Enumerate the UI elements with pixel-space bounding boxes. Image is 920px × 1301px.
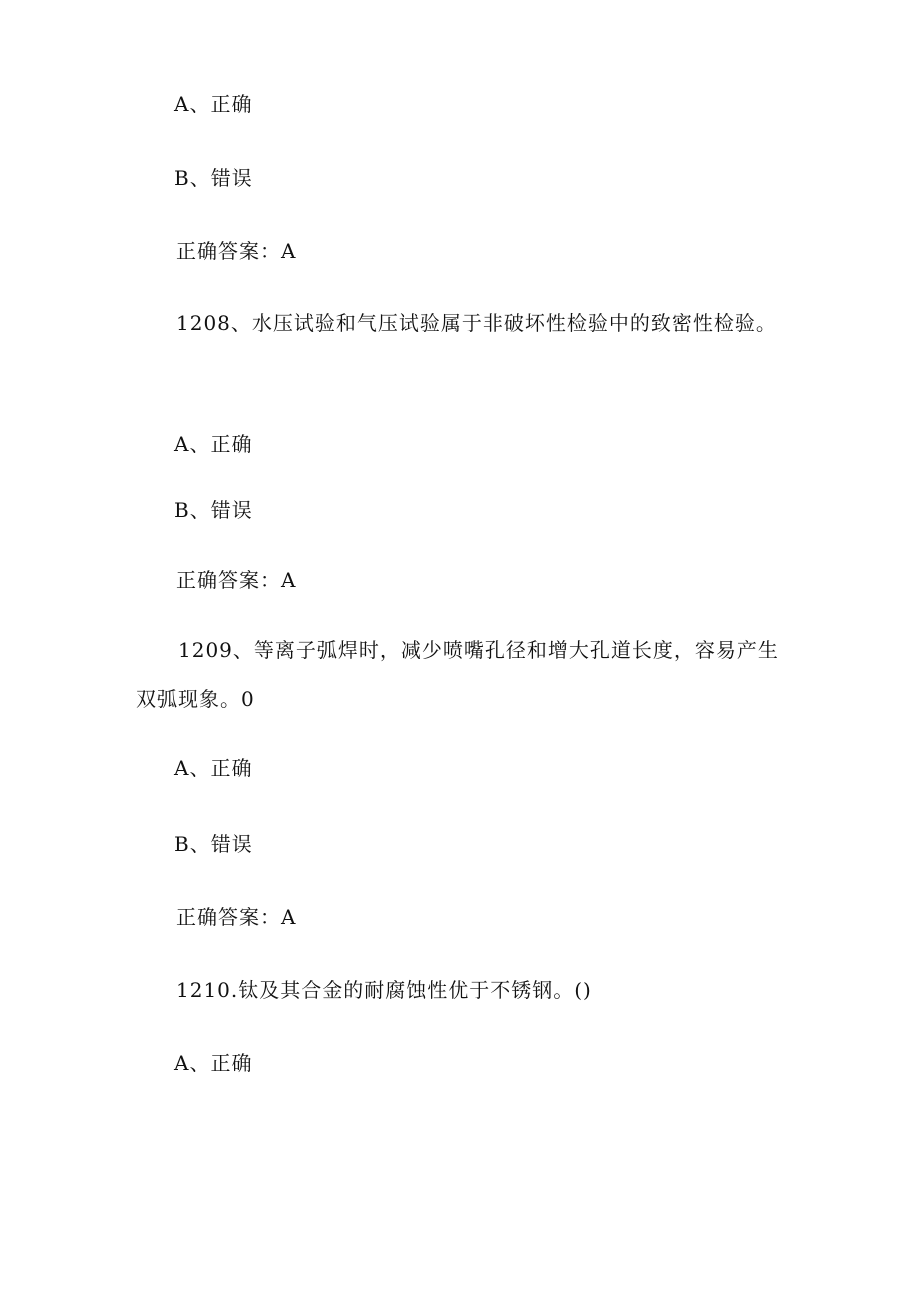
option-a: A、正确 <box>174 92 253 116</box>
option-a: A、正确 <box>174 1051 253 1075</box>
question-1209-line-2: 双弧现象。0 <box>136 687 255 711</box>
question-1208: 1208、水压试验和气压试验属于非破坏性检验中的致密性检验。 <box>176 311 777 335</box>
option-a: A、正确 <box>174 756 253 780</box>
option-b: B、错误 <box>174 832 253 856</box>
correct-answer: 正确答案：A <box>176 905 297 929</box>
option-a: A、正确 <box>174 432 253 456</box>
question-1210: 1210.钛及其合金的耐腐蚀性优于不锈钢。() <box>176 978 592 1002</box>
correct-answer: 正确答案：A <box>176 568 297 592</box>
question-1209-line-1: 1209、等离子弧焊时，减少喷嘴孔径和增大孔道长度，容易产生 <box>178 638 779 662</box>
option-b: B、错误 <box>174 166 253 190</box>
correct-answer: 正确答案：A <box>176 239 297 263</box>
option-b: B、错误 <box>174 498 253 522</box>
